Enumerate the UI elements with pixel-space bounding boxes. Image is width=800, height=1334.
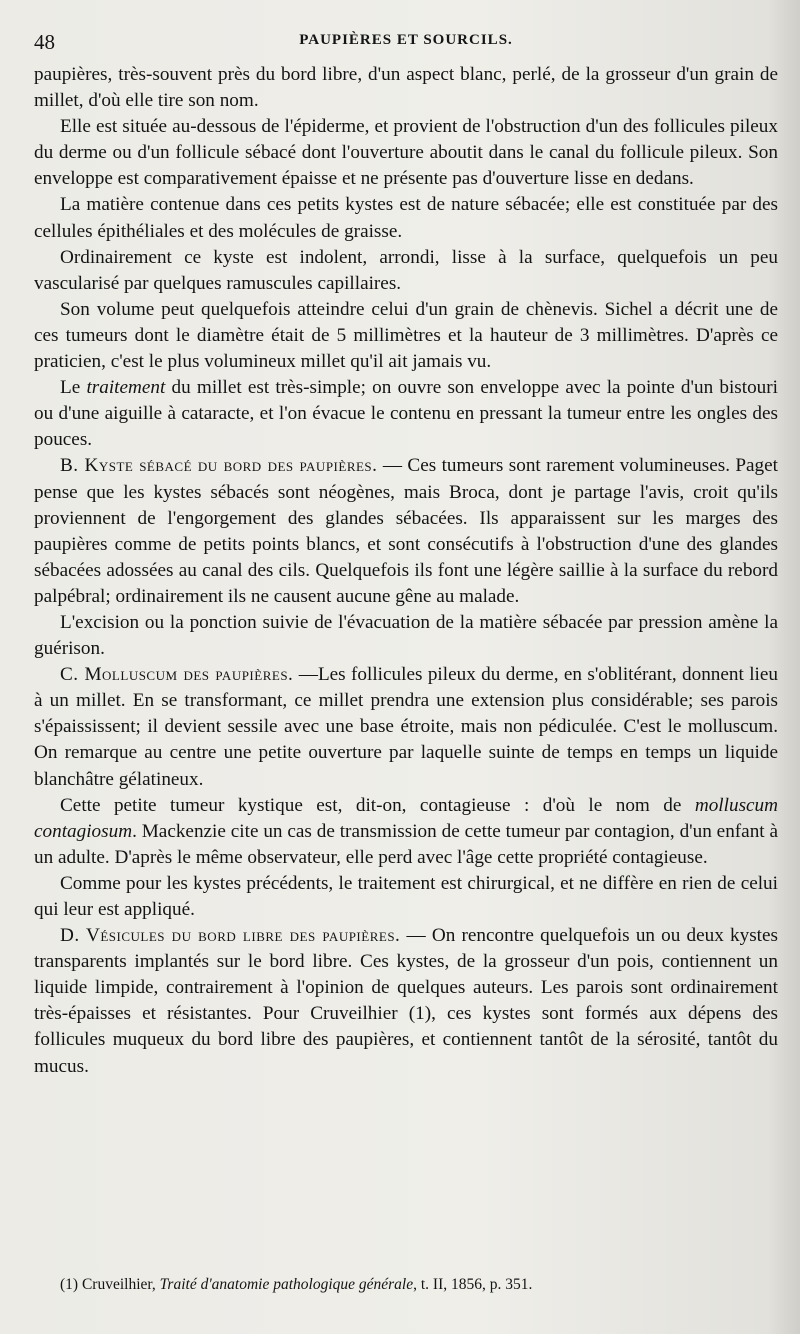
- text-run: . Mackenzie cite un cas de transmission de cette tumeur par contagion, d'un enfant à un adulte. D'après le même observateur, elle perd avec l'âge cette propriété contagieuse.: [34, 820, 778, 868]
- paragraph: Son volume peut quelquefois atteindre celui d'un grain de chènevis. Sichel a décrit une de ces tumeurs dont le diamètre était de 5 millimètres et la hauteur de 3 millimètres. D'après ce praticien, c'est le plus volumineux millet qu'il ait jamais vu.: [34, 298, 778, 373]
- text-run: du millet est très-simple; on ouvre son enveloppe avec la pointe d'un bistouri ou d'une aiguille à cataracte, et l'on évacue le contenu en pressant la tumeur entre les ongles des pouces.: [34, 377, 778, 451]
- paragraph: [34, 923, 778, 1080]
- running-head: [34, 28, 778, 62]
- italic-title: Traité d'anatomie pathologique générale: [159, 1276, 414, 1293]
- text-run: —Les follicules pileux du derme, en s'oblitérant, donnent lieu à un millet. En se transformant, ce millet prendra une extension plus considérable; ses parois s'épaississent; il devient sessile avec une base étroite, mais non pédiculée. C'est le molluscum. On remarque au centre une petite ouverture par laquelle suinte de temps en temps un liquide blanchâtre gélatineux.: [34, 664, 778, 790]
- text-run: Cette petite tumeur kystique est, dit-on, contagieuse : d'où le nom de: [60, 794, 695, 816]
- italic-term: molluscum contagiosum: [34, 794, 778, 842]
- paragraph: Elle est située au-dessous de l'épiderme, et provient de l'obstruction d'un des follicules pileux du derme ou d'un follicule sébacé dont l'ouverture aboutit dans le canal du follicule pileux. Son enveloppe est comparativement épaisse et ne présente pas d'ouverture lisse en dedans.: [34, 116, 778, 190]
- paragraph: [34, 662, 778, 792]
- text-run: (1) Cruveilhier,: [60, 1276, 160, 1293]
- paragraph: [34, 453, 778, 610]
- paragraph: [34, 375, 778, 453]
- section-heading: D. Vésicules du bord libre des paupières.: [60, 925, 401, 947]
- footnote: [34, 1276, 778, 1294]
- text-run: — On rencontre quelquefois un ou deux kystes transparents implantés sur le bord libre. Ces kystes, de la grosseur d'un pois, contiennent un liquide limpide, contrairement à l'opinion de quelques auteurs. Les parois sont ordinairement très-épaisses et résistantes. Pour Cruveilhier (1), ces kystes sont formés aux dépens des follicules muqueux du bord libre des paupières, et contiennent tantôt de la sérosité, tantôt du mucus.: [34, 925, 778, 1077]
- italic-term: traitement: [86, 377, 166, 399]
- footnote-area: [34, 1276, 778, 1294]
- text-run: — Ces tumeurs sont rarement volumineuses. Paget pense que les kystes sébacés sont néogènes, mais Broca, dont je partage l'avis, croit qu'ils proviennent de l'engorgement des glandes sébacées. Ils apparaissent sur les marges des paupières comme de petits points blancs, et sont consécutifs à l'obstruction d'une des glandes sébacées adossées au canal des cils. Quelquefois ils font une légère saillie à la surface du rebord palpébral; ordinairement ils ne causent aucune gêne au malade.: [34, 455, 778, 607]
- text-run: , t. II, 1856, p. 351.: [413, 1276, 533, 1293]
- paragraph: Ordinairement ce kyste est indolent, arrondi, lisse à la surface, quelquefois un peu vascularisé par quelques ramuscules capillaires.: [34, 246, 778, 294]
- running-title: PAUPIÈRES ET SOURCILS.: [299, 32, 513, 48]
- paragraph: La matière contenue dans ces petits kystes est de nature sébacée; elle est constituée par des cellules épithéliales et des molécules de graisse.: [34, 194, 778, 242]
- text-run: Le: [60, 377, 87, 399]
- page-number: 48: [34, 30, 55, 54]
- section-heading: B. Kyste sébacé du bord des paupières.: [60, 455, 378, 477]
- paragraph: paupières, très-souvent près du bord libre, d'un aspect blanc, perlé, de la grosseur d'un grain de millet, d'où elle tire son nom.: [34, 64, 778, 112]
- body-text: [34, 62, 778, 1080]
- paragraph: [34, 793, 778, 871]
- section-heading: C. Molluscum des paupières.: [60, 664, 294, 686]
- paragraph: Comme pour les kystes précédents, le traitement est chirurgical, et ne diffère en rien de celui qui leur est appliqué.: [34, 872, 778, 920]
- paragraph: L'excision ou la ponction suivie de l'évacuation de la matière sébacée par pression amène la guérison.: [34, 611, 778, 660]
